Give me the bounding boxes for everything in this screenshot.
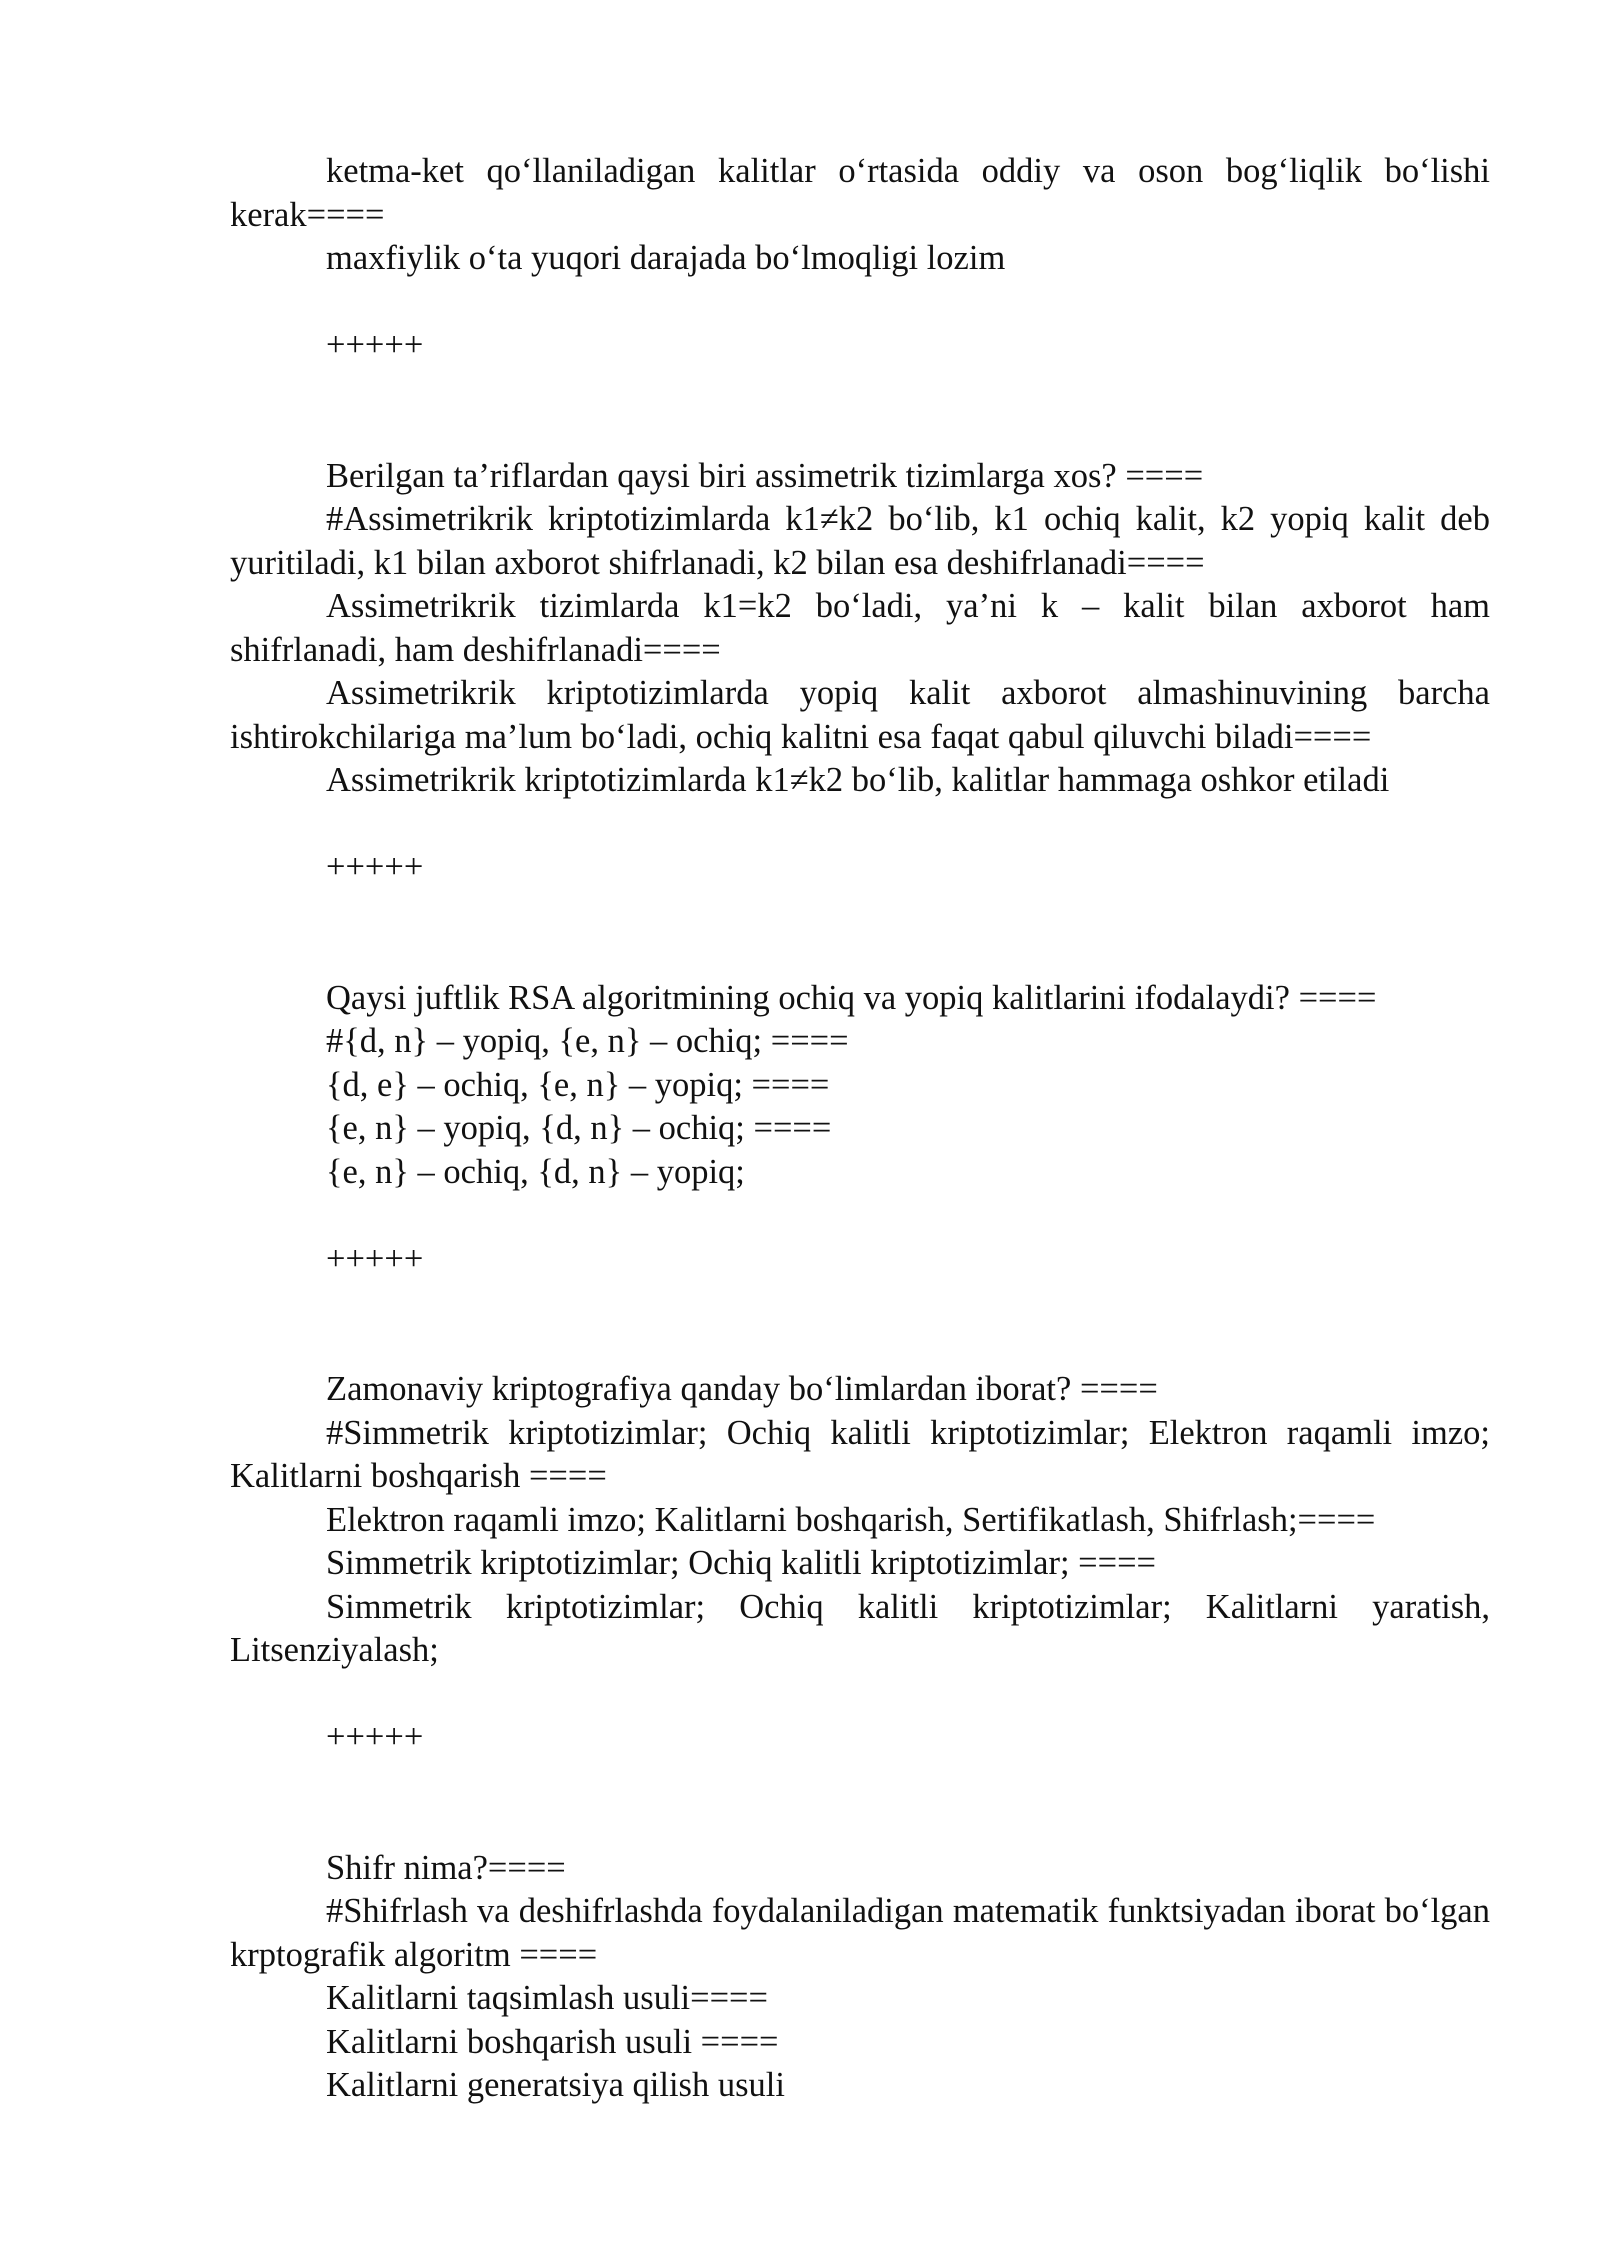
answer-option: #Shifrlash va deshifrlashda foydalaniladigan matematik funktsiyadan iborat bo‘lgan krptografik algoritm ==== (230, 1892, 1490, 1974)
answer-option: #{d, n} – yopiq, {e, n} – ochiq; ==== (326, 1022, 849, 1060)
answer-option: Kalitlarni generatsiya qilish usuli (326, 2066, 785, 2104)
separator: +++++ (326, 1718, 424, 1756)
answer-option: Assimetrikrik kriptotizimlarda yopiq kalit axborot almashinuvining barcha ishtirokchilariga ma’lum bo‘ladi, ochiq kalitni esa faqat qabul qiluvchi biladi==== (230, 674, 1490, 756)
separator: +++++ (326, 1239, 424, 1278)
answer-option: #Simmetrik kriptotizimlar; Ochiq kalitli kriptotizimlar; Elektron raqamli imzo; Kalitlarni boshqarish ==== (230, 1413, 1490, 1495)
question-block (230, 150, 1490, 281)
answer-option: {e, n} – ochiq, {d, n} – yopiq; (326, 1152, 745, 1191)
answer-option: Assimetrikrik kriptotizimlarda k1≠k2 bo‘lib, kalitlar hammaga oshkor etiladi (326, 761, 1390, 799)
answer-option: Simmetrik kriptotizimlar; Ochiq kalitli kriptotizimlar; ==== (326, 1544, 1156, 1582)
separator: +++++ (326, 848, 424, 886)
question-text: Zamonaviy kriptografiya qanday bo‘limlardan iborat? ==== (326, 1370, 1158, 1408)
separator: +++++ (326, 326, 424, 364)
question-block (230, 455, 1490, 803)
answer-option: {d, e} – ochiq, {e, n} – yopiq; ==== (326, 1065, 830, 1104)
answer-option: #Assimetrikrik kriptotizimlarda k1≠k2 bo‘lib, k1 ochiq kalit, k2 yopiq kalit deb yuritiladi, k1 bilan axborot shifrlanadi, k2 bilan esa deshifrlanadi==== (230, 500, 1490, 582)
answer-option: {e, n} – yopiq, {d, n} – ochiq; ==== (326, 1109, 832, 1147)
document-page (230, 150, 1490, 2108)
answer-option: maxfiylik o‘ta yuqori darajada bo‘lmoqligi lozim (326, 239, 1006, 277)
question-block (230, 1368, 1490, 1673)
answer-option: Elektron raqamli imzo; Kalitlarni boshqarish, Sertifikatlash, Shifrlash;==== (326, 1500, 1376, 1539)
question-text: Berilgan ta’riflardan qaysi biri assimetrik tizimlarga xos? ==== (326, 456, 1204, 495)
answer-option: Assimetrikrik tizimlarda k1=k2 bo‘ladi, ya’ni k – kalit bilan axborot ham shifrlanadi, ham deshifrlanadi==== (230, 587, 1490, 669)
answer-option: Simmetrik kriptotizimlar; Ochiq kalitli kriptotizimlar; Kalitlarni yaratish, Litsenziyalash; (230, 1587, 1490, 1669)
question-text: Qaysi juftlik RSA algoritmining ochiq va yopiq kalitlarini ifodalaydi? ==== (326, 978, 1377, 1017)
question-block (230, 977, 1490, 1195)
question-text: Shifr nima?==== (326, 1848, 566, 1887)
answer-option: ketma-ket qo‘llaniladigan kalitlar o‘rtasida oddiy va oson bog‘liqlik bo‘lishi kerak==== (230, 152, 1490, 234)
answer-option: Kalitlarni taqsimlash usuli==== (326, 1979, 768, 2017)
question-block (230, 1847, 1490, 2108)
answer-option: Kalitlarni boshqarish usuli ==== (326, 2022, 779, 2061)
